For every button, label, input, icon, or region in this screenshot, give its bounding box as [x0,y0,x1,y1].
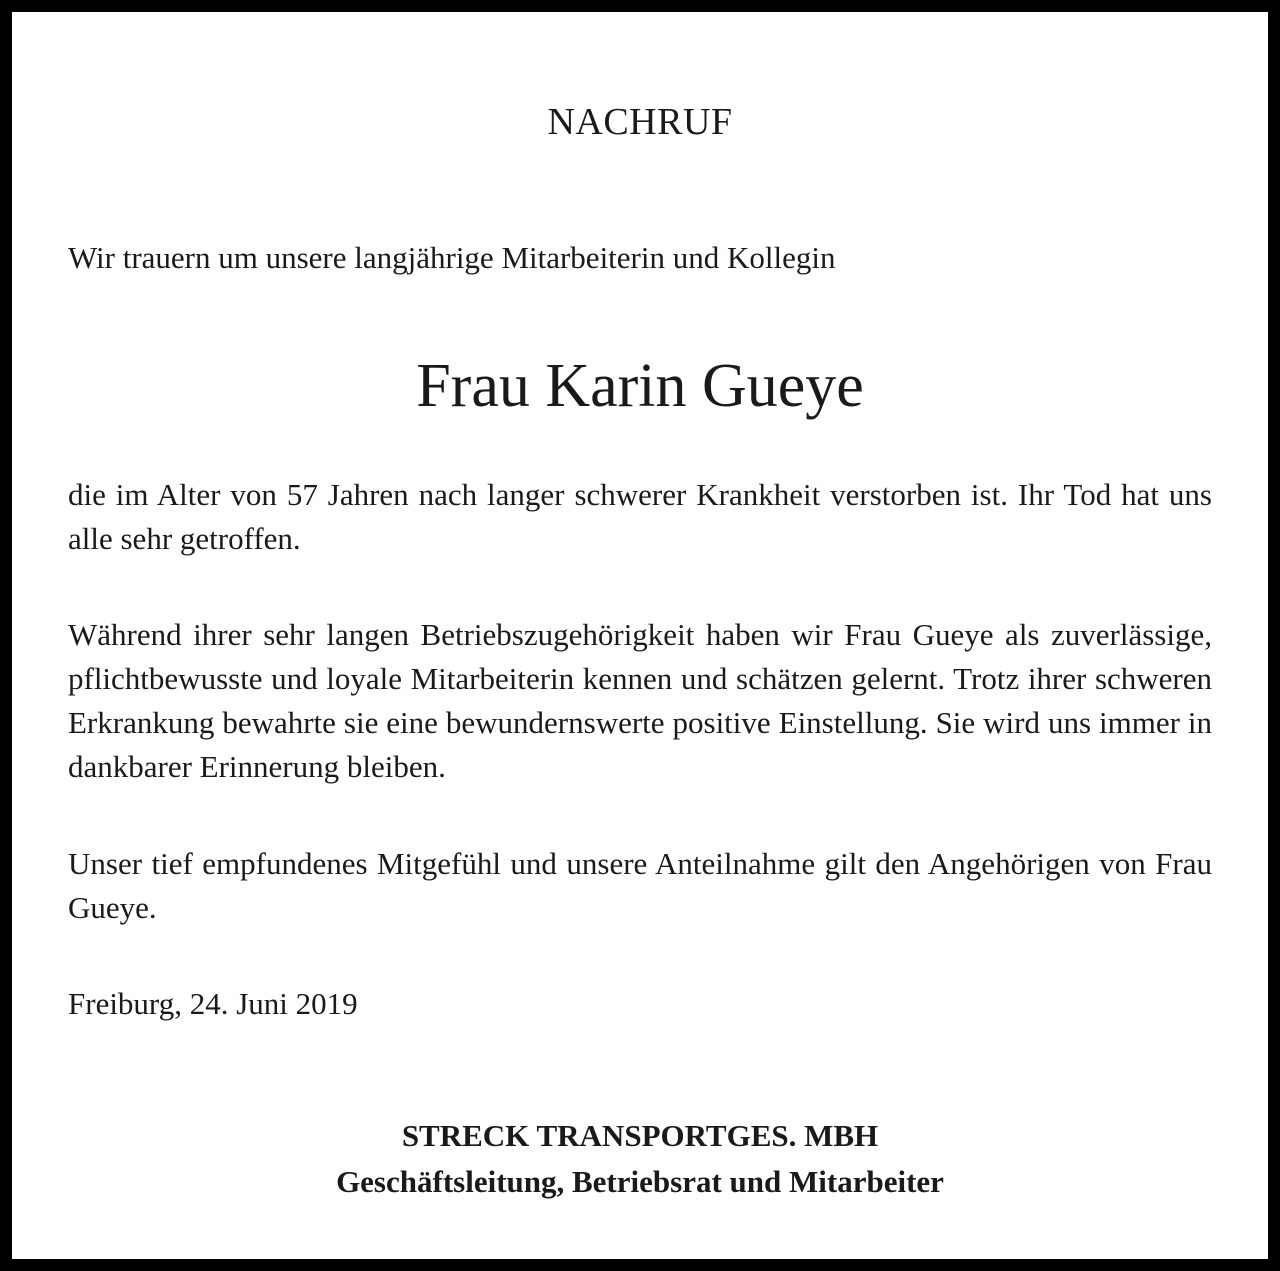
company-name: STRECK TRANSPORTGES. MBH [401,1118,879,1153]
place-and-date: Freiburg, 24. Juni 2019 [68,986,358,1021]
paragraph-tribute: Während ihrer sehr langen Betriebszugehörigkeit haben wir Frau Gueye als zuverlässige, pflichtbewusste und loyale Mitarbeiterin kennen und schätzen gelernt. Trotz ihrer schweren Erkrankung bewahrte sie eine bewundernswerte positive Einstellung. Sie wird uns immer in dankbarer Erinnerung bleiben. [68,617,1212,784]
intro-line: Wir trauern um unsere langjährige Mitarbeiterin und Kollegin [68,240,836,275]
notice-content [68,12,1212,1259]
notice-heading: NACHRUF [547,101,733,143]
paragraph-condolence: Unser tief empfundenes Mitgefühl und unsere Anteilnahme gilt den Angehörigen von Frau Gueye. [68,846,1212,925]
paragraph-age: die im Alter von 57 Jahren nach langer schwerer Krankheit verstorben ist. Ihr Tod hat uns alle sehr getroffen. [68,477,1212,556]
signers-line: Geschäftsleitung, Betriebsrat und Mitarbeiter [336,1164,944,1199]
deceased-name: Frau Karin Gueye [416,352,864,420]
